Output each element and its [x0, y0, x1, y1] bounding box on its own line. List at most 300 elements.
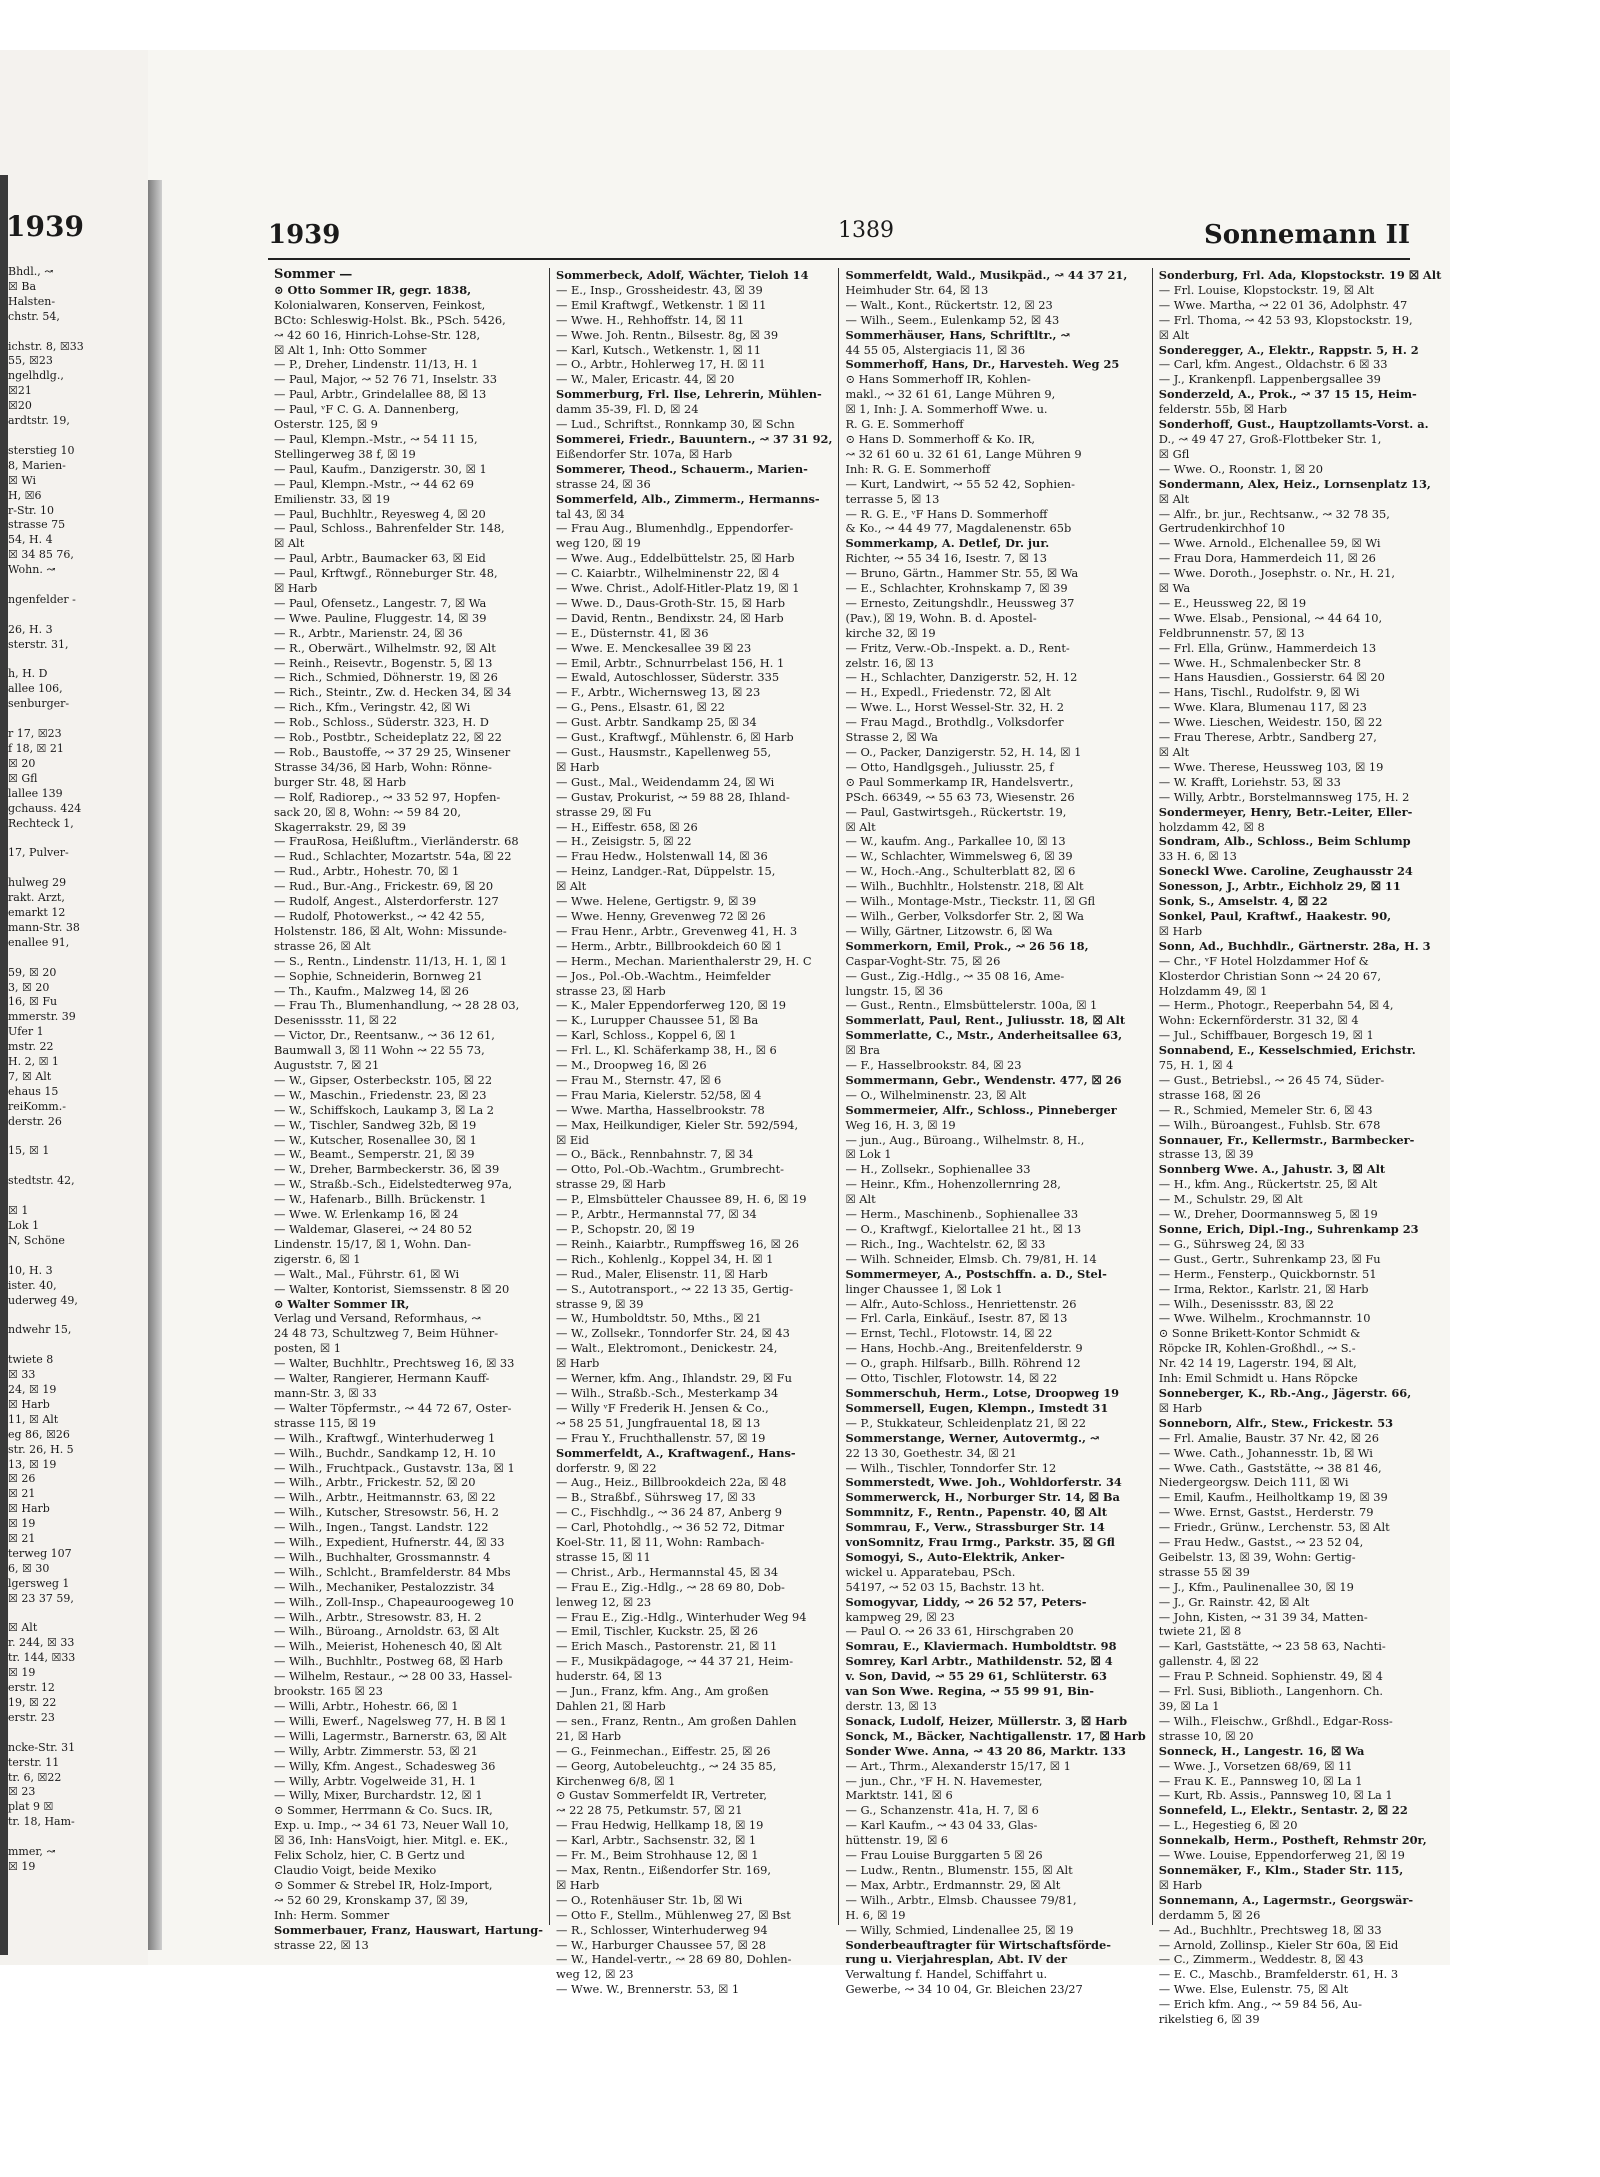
fragment-line: 17, Pulver-: [8, 846, 69, 860]
directory-entry: Geibelstr. 13, ☒ 39, Wohn: Gertig-: [1158, 1549, 1356, 1564]
directory-entry: — Lud., Schriftst., Ronnkamp 30, ☒ Schn: [555, 417, 795, 432]
directory-entry: Sonck, M., Bäcker, Nachtigallenstr. 17, ☒ Harb: [845, 1728, 1146, 1743]
directory-entry: Inh: R. G. E. Sommerhoff: [845, 461, 991, 476]
fragment-line: ☒ 20: [8, 756, 36, 770]
directory-entry: D., ↝ 49 47 27, Groß-Flottbeker Str. 1,: [1158, 431, 1382, 446]
directory-entry: — W., Harburger Chaussee 57, ☒ 28: [555, 1937, 766, 1952]
directory-entry: — Frau Therese, Arbtr., Sandberg 27,: [1158, 730, 1377, 745]
directory-entry: Sonnauer, Fr., Kellermstr., Barmbecker-: [1158, 1132, 1415, 1147]
directory-entry: Sonnemäker, F., Klm., Stader Str. 115,: [1158, 1862, 1404, 1877]
directory-entry: tal 43, ☒ 34: [555, 506, 625, 521]
directory-entry: wickel u. Apparatebau, PSch.: [845, 1564, 1016, 1579]
fragment-line: r-Str. 10: [8, 503, 54, 517]
directory-entry: — Gust., Mal., Weidendamm 24, ☒ Wi: [555, 774, 775, 789]
page-number: 1389: [838, 218, 894, 243]
directory-entry: — Wwe. Therese, Heussweg 103, ☒ 19: [1158, 759, 1384, 774]
fragment-line: ☒ Wi: [8, 473, 36, 487]
directory-entry: — Frau P. Schneid. Sophienstr. 49, ☒ 4: [1158, 1669, 1383, 1684]
directory-entry: ☒ 36, Inh: HansVoigt, hier. Mitgl. e. EK.,: [274, 1833, 509, 1848]
directory-entry: — Frau K. E., Pannsweg 10, ☒ La 1: [1158, 1773, 1363, 1788]
directory-entry: — K., Maler Eppendorferweg 120, ☒ 19: [555, 998, 786, 1013]
directory-entry: R. G. E. Sommerhoff: [845, 417, 964, 432]
directory-entry: — Wwe. Louise, Eppendorferweg 21, ☒ 19: [1158, 1848, 1405, 1863]
directory-entry: — Wilh. Schneider, Elmsb. Ch. 79/81, H. 14: [845, 1251, 1097, 1266]
fragment-line: ngenfelder -: [8, 592, 76, 606]
directory-entry: — Wilh., Meierist, Hohenesch 40, ☒ Alt: [274, 1639, 502, 1654]
directory-entry: — Emil, Tischler, Kuckstr. 25, ☒ 26: [555, 1624, 759, 1639]
directory-entry: — Wwe. Wilhelm., Krochmannstr. 10: [1158, 1311, 1371, 1326]
fragment-line: [8, 1130, 148, 1145]
directory-entry: — Frau Hedwig, Hellkamp 18, ☒ 19: [555, 1818, 764, 1833]
directory-entry: Sommerhoff, Hans, Dr., Harvesteh. Weg 25: [845, 357, 1120, 372]
directory-entry: — Walt., Kont., Rückertstr. 12, ☒ 23: [845, 297, 1053, 312]
facing-page-text: [8, 265, 148, 1875]
directory-entry: — Rob., Baustoffe, ↝ 37 29 25, Winsener: [274, 745, 511, 759]
directory-entry: Sommermann, Gebr., Wendenstr. 477, ☒ 26: [845, 1072, 1122, 1087]
directory-entry: Gewerbe, ↝ 34 10 04, Gr. Bleichen 23/27: [845, 1982, 1083, 1997]
fragment-line: [8, 1189, 148, 1204]
directory-entry: — S., Autotransport., ↝ 22 13 35, Gertig-: [555, 1281, 794, 1296]
directory-entry: Sommerfeld, Alb., Zimmerm., Hermanns-: [555, 491, 820, 506]
directory-entry: ⊙ Sommer & Strebel IR, Holz-Import,: [274, 1877, 493, 1892]
fragment-line: 3, ☒ 20: [8, 980, 50, 994]
directory-entry: — Herm., Maschinenb., Sophienallee 33: [845, 1207, 1079, 1222]
directory-entry: v. Son, David, ↝ 55 29 61, Schlüterstr. 63: [845, 1669, 1107, 1684]
directory-entry: — Kurt, Landwirt, ↝ 55 52 42, Sophien-: [845, 476, 1075, 491]
directory-entry: — Gust., Gertr., Suhrenkamp 23, ☒ Fu: [1158, 1251, 1381, 1266]
fragment-line: lallee 139: [8, 786, 63, 800]
directory-entry: — Rich., Ing., Wachtelstr. 62, ☒ 33: [845, 1236, 1046, 1251]
directory-entry: holzdamm 42, ☒ 8: [1158, 819, 1265, 834]
fragment-line: ☒ Gfl: [8, 771, 38, 785]
directory-entry: Sonderbeauftragter für Wirtschaftsförde-: [845, 1937, 1111, 1952]
directory-entry: strasse 15, ☒ 11: [555, 1549, 651, 1564]
directory-entry: — Willy, Arbtr. Vogelweide 31, H. 1: [274, 1773, 477, 1788]
directory-entry: — W., Hoch.-Ang., Schulterblatt 82, ☒ 6: [845, 864, 1076, 879]
directory-entry: — H., Eiffestr. 658, ☒ 26: [555, 819, 698, 834]
directory-entry: Sondermann, Alex, Heiz., Lornsenplatz 13,: [1158, 476, 1431, 491]
directory-entry: — Wilh., Fleischw., Grßhdl., Edgar-Ross-: [1158, 1713, 1393, 1728]
directory-entry: — Emil, Kaufm., Heilholtkamp 19, ☒ 39: [1158, 1490, 1388, 1505]
directory-entry: — Willy, Schmied, Lindenallee 25, ☒ 19: [845, 1922, 1074, 1937]
directory-entry: — FrauRosa, Heißluftm., Vierländerstr. 68: [274, 834, 519, 849]
directory-entry: — Wilh., Fruchtpack., Gustavstr. 13a, ☒ 1: [274, 1460, 515, 1475]
directory-entry: — Wwe. Klara, Blumenau 117, ☒ 23: [1158, 700, 1367, 715]
directory-entry: — C., Fischhdlg., ↝ 36 24 87, Anberg 9: [555, 1505, 783, 1520]
directory-entry: Sonnekalb, Herm., Postheft, Rehmstr 20r,: [1158, 1833, 1427, 1848]
directory-entry: — Rudolf, Angest., Alsterdorferstr. 127: [274, 894, 499, 909]
running-title: Sonnemann II: [1203, 220, 1410, 250]
directory-entry: Sommerstange, Werner, Autovermtg., ↝: [845, 1430, 1100, 1445]
directory-entry: — Paul, ᵛF C. G. A. Dannenberg,: [274, 402, 459, 417]
directory-entry: — S., Rentn., Lindenstr. 11/13, H. 1, ☒ 1: [274, 953, 508, 968]
directory-entry: — E., Düsternstr. 41, ☒ 36: [555, 625, 709, 640]
fragment-line: derstr. 26: [8, 1114, 62, 1128]
directory-entry: — P., Schopstr. 20, ☒ 19: [555, 1222, 695, 1236]
fragment-line: 26, H. 3: [8, 622, 53, 636]
directory-entry: — Karl Kaufm., ↝ 43 04 33, Glas-: [845, 1818, 1038, 1833]
directory-entry: — Alfr., Auto-Schloss., Henriettenstr. 26: [845, 1296, 1077, 1311]
directory-entry: — Frau M., Sternstr. 47, ☒ 6: [555, 1072, 722, 1087]
directory-entry: hüttenstr. 19, ☒ 6: [845, 1833, 949, 1848]
directory-entry: Sonn, Ad., Buchhdlr., Gärtnerstr. 28a, H. 3: [1158, 938, 1431, 953]
fragment-line: r 17, ☒23: [8, 727, 62, 741]
directory-entry: Richter, ↝ 55 34 16, Isestr. 7, ☒ 13: [845, 551, 1048, 566]
fragment-line: ☒ 23: [8, 1785, 36, 1799]
directory-entry: ☒ Alt: [1158, 327, 1190, 342]
directory-entry: — Georg, Autobeleuchtg., ↝ 24 35 85,: [555, 1758, 777, 1773]
directory-entry: Sonkel, Paul, Kraftwf., Haakestr. 90,: [1158, 908, 1392, 923]
directory-entry: Sondram, Alb., Schloss., Beim Schlump: [1158, 834, 1411, 849]
directory-entry: ☒ Alt: [555, 879, 587, 894]
fragment-line: ☒ 33: [8, 1368, 36, 1382]
directory-entry: — Paul, Klempn.-Mstr., ↝ 54 11 15,: [274, 431, 478, 446]
directory-entry: Sonnefeld, L., Elektr., Sentastr. 2, ☒ 22: [1158, 1803, 1408, 1818]
fragment-line: enallee 91,: [8, 935, 70, 949]
directory-entry: gallenstr. 4, ☒ 22: [1158, 1654, 1259, 1669]
directory-entry: — Wwe. Pauline, Fluggestr. 14, ☒ 39: [274, 610, 487, 625]
directory-entry: — Wilh., Buchhltr., Postweg 68, ☒ Harb: [274, 1654, 503, 1669]
directory-entry: Sonneck, H., Langestr. 16, ☒ Wa: [1158, 1743, 1365, 1758]
directory-entry: Sommerbeck, Adolf, Wächter, Tieloh 14: [555, 268, 809, 282]
directory-entry: — Willy, Kfm. Angest., Schadesweg 36: [274, 1758, 496, 1773]
directory-entry: — Rolf, Radiorep., ↝ 33 52 97, Hopfen-: [274, 789, 501, 804]
directory-entry: — Wilh., Expedient, Hufnerstr. 44, ☒ 33: [274, 1535, 505, 1550]
directory-entry: ⊙ Otto Sommer IR, gegr. 1838,: [274, 282, 472, 297]
directory-entry: Sommerhäuser, Hans, Schriftltr., ↝: [845, 327, 1071, 342]
directory-entry: — Wwe. Martha, Hasselbrookstr. 78: [555, 1102, 765, 1117]
fragment-line: terweg 107: [8, 1546, 72, 1560]
directory-entry: — Ewald, Autoschlosser, Süderstr. 335: [555, 670, 780, 685]
directory-entry: — Fr. M., Beim Strohhause 12, ☒ 1: [555, 1848, 759, 1863]
directory-entry: ☒ Wa: [1158, 581, 1191, 596]
directory-entry: — Rob., Schloss., Süderstr. 323, H. D: [274, 715, 489, 730]
directory-page: [148, 50, 1450, 2027]
directory-entry: — Herm., Arbtr., Billbrookdeich 60 ☒ 1: [555, 938, 783, 953]
directory-entry: Sonder Wwe. Anna, ↝ 43 20 86, Marktr. 133: [845, 1743, 1126, 1758]
directory-entry: — jun., Aug., Büroang., Wilhelmstr. 8, H.,: [845, 1132, 1085, 1147]
directory-entry: strasse 26, ☒ Alt: [274, 938, 371, 953]
directory-entry: Sonk, S., Amselstr. 4, ☒ 22: [1158, 894, 1328, 909]
directory-entry: — H., Expedl., Friedenstr. 72, ☒ Alt: [845, 685, 1051, 700]
fragment-line: [8, 1726, 148, 1741]
directory-entry: makl., ↝ 32 61 61, Lange Mühren 9,: [845, 387, 1056, 402]
directory-entry: Somrau, E., Klaviermach. Humboldtstr. 98: [845, 1639, 1117, 1654]
fragment-line: [8, 608, 148, 623]
directory-entry: — Wwe. H., Schmalenbecker Str. 8: [1158, 655, 1362, 670]
directory-entry: derdamm 5, ☒ 26: [1158, 1907, 1261, 1922]
directory-entry: — R., Schlosser, Winterhuderweg 94: [555, 1922, 768, 1937]
fragment-line: tr. 18, Ham-: [8, 1815, 75, 1829]
fragment-line: ☒ 23 37 59,: [8, 1591, 74, 1605]
fragment-line: rakt. Arzt,: [8, 891, 65, 905]
fragment-line: 10, H. 3: [8, 1263, 53, 1277]
directory-entry: — Wwe. H., Rehhoffstr. 14, ☒ 11: [555, 312, 745, 327]
directory-entry: — Heinr., Kfm., Hohenzollernring 28,: [845, 1177, 1061, 1192]
directory-entry: — Wilh., Buchdr., Sandkamp 12, H. 10: [274, 1445, 496, 1460]
directory-entry: — Reinh., Reisevtr., Bogenstr. 5, ☒ 13: [274, 655, 493, 670]
directory-entry: — Chr., ᵛF Hotel Holzdammer Hof &: [1158, 953, 1369, 968]
fragment-line: senburger-: [8, 697, 70, 711]
fragment-line: 8, Marien-: [8, 458, 66, 472]
column-3: [839, 268, 1152, 1997]
directory-entry: Marktstr. 141, ☒ 6: [845, 1788, 953, 1803]
directory-entry: — W., Zollsekr., Tonndorfer Str. 24, ☒ 43: [555, 1326, 790, 1341]
fragment-line: [8, 1607, 148, 1622]
fragment-line: Bhdl., ↝: [8, 265, 54, 278]
directory-entry: — Hans, Hochb.-Ang., Breitenfelderstr. 9: [845, 1341, 1083, 1356]
directory-entry: — Willi, Ewerf., Nagelsweg 77, H. B ☒ 1: [274, 1713, 507, 1728]
directory-entry: — Willy, Arbtr., Borstelmannsweg 175, H. 2: [1158, 789, 1410, 804]
directory-entry: Holstenstr. 186, ☒ Alt, Wohn: Missunde-: [274, 923, 507, 938]
directory-entry: — Wilh., Ingen., Tangst. Landstr. 122: [274, 1520, 489, 1535]
directory-entry: — Wwe. Arnold., Elchenallee 59, ☒ Wi: [1158, 536, 1381, 551]
directory-entry: — Walter, Buchhltr., Prechtsweg 16, ☒ 33: [274, 1356, 515, 1371]
directory-entry: — Wilh., Arbtr., Elmsb. Chaussee 79/81,: [845, 1892, 1077, 1907]
directory-entry: rung u. Vierjahresplan, Abt. IV der: [845, 1952, 1068, 1967]
directory-entry: Sonderhoff, Gust., Hauptzollamts-Vorst. a.: [1158, 417, 1429, 432]
directory-entry: — Wilh., Arbtr., Stresowstr. 83, H. 2: [274, 1609, 482, 1624]
fragment-line: sterstr. 31,: [8, 637, 69, 651]
fragment-line: ☒ Alt: [8, 1621, 38, 1635]
directory-entry: ☒ Harb: [555, 759, 600, 774]
directory-entry: Eißendorfer Str. 107a, ☒ Harb: [555, 446, 733, 461]
directory-entry: Wohn: Eckernförderstr. 31 32, ☒ 4: [1158, 1013, 1359, 1028]
directory-entry: — W. Krafft, Loriehstr. 53, ☒ 33: [1158, 774, 1341, 789]
directory-entry: — K., Lurupper Chaussee 51, ☒ Ba: [555, 1013, 759, 1028]
directory-entry: — Walt., Mal., Führstr. 61, ☒ Wi: [274, 1266, 460, 1281]
directory-entry: dorferstr. 9, ☒ 22: [555, 1460, 657, 1475]
directory-entry: ⊙ Hans D. Sommerhoff & Ko. IR,: [845, 431, 1036, 446]
directory-entry: Holzdamm 49, ☒ 1: [1158, 983, 1268, 998]
directory-entry: — Frau Dora, Hammerdeich 11, ☒ 26: [1158, 551, 1376, 566]
directory-entry: ⊙ Paul Sommerkamp IR, Handelsvertr.,: [845, 774, 1074, 789]
directory-entry: — Gust., Rentn., Elmsbüttelerstr. 100a, ☒ 1: [845, 998, 1098, 1013]
directory-entry: burger Str. 48, ☒ Harb: [274, 774, 407, 789]
directory-entry: — Frau Maria, Kielerstr. 52/58, ☒ 4: [555, 1087, 762, 1102]
directory-entry: derstr. 13, ☒ 13: [845, 1699, 937, 1713]
fragment-line: stedtstr. 42,: [8, 1174, 75, 1188]
directory-entry: Sonack, Ludolf, Heizer, Müllerstr. 3, ☒ Harb: [845, 1713, 1128, 1728]
directory-entry: — Paul, Major, ↝ 52 76 71, Inselstr. 33: [274, 372, 497, 387]
directory-entry: — Rud., Bur.-Ang., Frickestr. 69, ☒ 20: [274, 879, 494, 894]
directory-entry: — Frau Louise Burggarten 5 ☒ 26: [845, 1848, 1043, 1863]
directory-entry: Sommersell, Eugen, Klempn., Imstedt 31: [845, 1400, 1109, 1415]
directory-entry: — M., Droopweg 16, ☒ 26: [555, 1058, 707, 1073]
directory-entry: Sommer —: [274, 267, 353, 282]
directory-entry: ☒ Alt: [1158, 745, 1190, 759]
directory-entry: — Irma, Rektor., Karlstr. 21, ☒ Harb: [1158, 1281, 1369, 1296]
fragment-line: ☒ 34 85 76,: [8, 548, 74, 562]
directory-entry: strasse 115, ☒ 19: [274, 1415, 377, 1430]
directory-entry: ☒ Harb: [1158, 1877, 1203, 1892]
directory-entry: Somogyvar, Liddy, ↝ 26 52 57, Peters-: [845, 1594, 1087, 1609]
directory-entry: ⊙ Sonne Brikett-Kontor Schmidt &: [1158, 1326, 1361, 1341]
directory-entry: — Gust. Arbtr. Sandkamp 25, ☒ 34: [555, 715, 757, 730]
directory-entry: Claudio Voigt, beide Mexiko: [274, 1862, 437, 1877]
directory-entry: BCto: Schleswig-Holst. Bk., PSch. 5426,: [274, 312, 506, 327]
directory-entry: — Rud., Arbtr., Hohestr. 70, ☒ 1: [274, 864, 460, 879]
directory-entry: PSch. 66349, ↝ 55 63 73, Wiesenstr. 26: [845, 789, 1075, 804]
fragment-line: hulweg 29: [8, 876, 67, 890]
fragment-line: allee 106,: [8, 682, 63, 696]
directory-entry: H. 6, ☒ 19: [845, 1907, 906, 1922]
directory-entry: — Willi, Arbtr., Hohestr. 66, ☒ 1: [274, 1699, 459, 1713]
directory-entry: ☒ Alt: [845, 819, 876, 834]
fragment-line: ncke-Str. 31: [8, 1740, 76, 1754]
directory-entry: — Wilh., Montage-Mstr., Tieckstr. 11, ☒ Gfl: [845, 894, 1096, 909]
directory-entry: — P., Arbtr., Hermannstal 77, ☒ 34: [555, 1207, 757, 1222]
directory-entry: — Fritz, Verw.-Ob.-Inspekt. a. D., Rent-: [845, 640, 1070, 655]
directory-entry: — W., Maschin., Friedenstr. 23, ☒ 23: [274, 1087, 487, 1102]
directory-entry: — Rich., Steintr., Zw. d. Hecken 34, ☒ 34: [274, 685, 512, 700]
fragment-line: 59, ☒ 20: [8, 965, 57, 979]
fragment-line: 16, ☒ Fu: [8, 995, 58, 1009]
fragment-line: ☒21: [8, 384, 32, 398]
directory-entry: — C., Zimmerm., Weddestr. 8, ☒ 43: [1158, 1952, 1364, 1967]
fragment-line: mann-Str. 38: [8, 920, 80, 934]
directory-entry: — Wilh., Straßb.-Sch., Mesterkamp 34: [555, 1385, 779, 1400]
directory-entry: ☒ 1, Inh: J. A. Sommerhoff Wwe. u.: [845, 402, 1048, 417]
fragment-line: [8, 951, 148, 966]
directory-entry: — Karl, Schloss., Koppel 6, ☒ 1: [555, 1028, 737, 1043]
directory-entry: — E. C., Maschb., Bramfelderstr. 61, H. 3: [1158, 1967, 1399, 1982]
directory-entry: Sonesson, J., Arbtr., Eichholz 29, ☒ 11: [1158, 879, 1401, 894]
directory-entry: ☒ Gfl: [1158, 446, 1190, 461]
directory-entry: — Wwe. Christ., Adolf-Hitler-Platz 19, ☒ 1: [555, 581, 800, 596]
directory-entry: — Wilh., Buchhltr., Holstenstr. 218, ☒ Alt: [845, 879, 1084, 894]
directory-entry: — Victor, Dr., Reentsanw., ↝ 36 12 61,: [274, 1028, 495, 1043]
directory-entry: — E., Heussweg 22, ☒ 19: [1158, 595, 1307, 610]
fragment-line: Halsten-: [8, 294, 56, 308]
directory-entry: — Friedr., Grünw., Lerchenstr. 53, ☒ Alt: [1158, 1520, 1390, 1535]
directory-entry: — J., Kfm., Paulinenallee 30, ☒ 19: [1158, 1579, 1354, 1594]
directory-entry: — Wilh., Desenissstr. 83, ☒ 22: [1158, 1296, 1334, 1311]
directory-entry: — Wwe. L., Horst Wessel-Str. 32, H. 2: [845, 700, 1065, 715]
directory-entry: — Walter, Kontorist, Siemssenstr. 8 ☒ 20: [274, 1281, 510, 1296]
directory-entry: — W., Dreher, Doormannsweg 5, ☒ 19: [1158, 1207, 1378, 1222]
fragment-line: Lok 1: [8, 1219, 40, 1232]
directory-entry: — Frau Hedw., Gastst., ↝ 23 52 04,: [1158, 1535, 1364, 1550]
directory-entry: — Frau Hedw., Holstenwall 14, ☒ 36: [555, 849, 768, 864]
directory-entry: Feldbrunnenstr. 57, ☒ 13: [1158, 625, 1305, 640]
directory-entry: Sondermeyer, Henry, Betr.-Leiter, Eller-: [1158, 804, 1413, 819]
fragment-line: 24, ☒ 19: [8, 1382, 57, 1396]
directory-entry: ☒ Harb: [555, 1356, 600, 1371]
directory-entry: — Wwe. Martha, ↝ 22 01 36, Adolphstr. 47: [1158, 297, 1408, 312]
fragment-line: N, Schöne: [8, 1233, 65, 1247]
fragment-line: ndwehr 15,: [8, 1323, 72, 1337]
directory-entry: Kolonialwaren, Konserven, Feinkost,: [274, 297, 486, 312]
directory-entry: ☒ Harb: [1158, 1400, 1203, 1415]
directory-entry: — Reinh., Kaiarbtr., Rumpffsweg 16, ☒ 26: [555, 1236, 800, 1251]
directory-entry: — Wwe. O., Roonstr. 1, ☒ 20: [1158, 461, 1324, 476]
directory-entry: — Frau Magd., Brothdlg., Volksdorfer: [845, 715, 1064, 730]
directory-entry: posten, ☒ 1: [274, 1341, 341, 1356]
directory-entry: — Paul, Klempn.-Mstr., ↝ 44 62 69: [274, 476, 474, 491]
directory-entry: lungstr. 15, ☒ 36: [845, 983, 943, 998]
directory-entry: — J., Gr. Rainstr. 42, ☒ Alt: [1158, 1594, 1310, 1609]
directory-entry: Sommermeier, Alfr., Schloss., Pinneberger: [845, 1102, 1117, 1117]
directory-entry: — Ernst, Techl., Flotowstr. 14, ☒ 22: [845, 1326, 1053, 1341]
directory-entry: ↝ 22 28 75, Petkumstr. 57, ☒ 21: [555, 1803, 743, 1818]
directory-entry: Koel-Str. 11, ☒ 11, Wohn: Rambach-: [555, 1535, 765, 1550]
directory-entry: — G., Sührsweg 24, ☒ 33: [1158, 1236, 1305, 1251]
directory-entry: 21, ☒ Harb: [555, 1728, 622, 1743]
directory-entry: — H., Zollsekr., Sophienallee 33: [845, 1162, 1031, 1177]
directory-entry: ☒ Alt 1, Inh: Otto Sommer: [274, 342, 427, 357]
directory-entry: vonSomnitz, Frau Irmg., Parkstr. 35, ☒ Gfl: [845, 1535, 1115, 1550]
page-gutter: [148, 180, 162, 1950]
directory-entry: — Wwe. Ernst, Gastst., Herderstr. 79: [1158, 1505, 1374, 1520]
directory-entry: — W., Handel-vertr., ↝ 28 69 80, Dohlen-: [555, 1952, 792, 1967]
directory-entry: — Gust., Zig.-Hdlg., ↝ 35 08 16, Ame-: [845, 968, 1065, 983]
directory-entry: strasse 22, ☒ 13: [274, 1937, 369, 1952]
fragment-line: ☒ 21: [8, 1487, 36, 1501]
directory-entry: — Willy, Mixer, Burchardstr. 12, ☒ 1: [274, 1788, 483, 1803]
directory-entry: — Max, Arbtr., Erdmannstr. 29, ☒ Alt: [845, 1877, 1061, 1892]
directory-entry: — O., graph. Hilfsarb., Billh. Röhrend 12: [845, 1356, 1081, 1371]
directory-entry: — Paul, Buchhltr., Reyesweg 4, ☒ 20: [274, 506, 486, 521]
directory-entry: — Th., Kaufm., Malzweg 14, ☒ 26: [274, 983, 469, 998]
directory-entry: ☒ Bra: [845, 1043, 880, 1058]
directory-entry: ⊙ Sommer, Herrmann & Co. Sucs. IR,: [274, 1803, 493, 1818]
directory-entry: Sommerwerck, H., Norburger Str. 14, ☒ Ba: [845, 1490, 1120, 1505]
fragment-line: [8, 325, 148, 340]
directory-entry: 44 55 05, Alstergiacis 11, ☒ 36: [845, 342, 1026, 357]
directory-entry: ⊙ Hans Sommerhoff IR, Kohlen-: [845, 372, 1031, 387]
directory-entry: — Frl. Carla, Einkäuf., Isestr. 87, ☒ 13: [845, 1311, 1068, 1326]
directory-entry: — Emil Kraftwgf., Wetkenstr. 1 ☒ 11: [555, 297, 767, 312]
directory-entry: — W., Beamt., Semperstr. 21, ☒ 39: [274, 1147, 475, 1162]
directory-entry: — sen., Franz, Rentn., Am großen Dahlen: [555, 1713, 797, 1728]
directory-entry: — Wwe. Helene, Gertigstr. 9, ☒ 39: [555, 894, 757, 909]
directory-entry: Sonne, Erich, Dipl.-Ing., Suhrenkamp 23: [1158, 1222, 1419, 1236]
directory-entry: — Rud., Maler, Elisenstr. 11, ☒ Harb: [555, 1266, 768, 1281]
directory-entry: — Wwe. Cath., Gaststätte, ↝ 38 81 46,: [1158, 1460, 1382, 1475]
directory-entry: — Rich., Schmied, Döhnerstr. 19, ☒ 26: [274, 670, 498, 685]
binding-shadow: [0, 175, 8, 1955]
fragment-line: [8, 578, 148, 593]
directory-entry: — Christ., Arb., Hermannstal 45, ☒ 34: [555, 1564, 779, 1579]
directory-entry: — Erich kfm. Ang., ↝ 59 84 56, Au-: [1158, 1997, 1362, 2012]
directory-entry: — Karl, Gaststätte, ↝ 23 58 63, Nachti-: [1158, 1639, 1386, 1654]
directory-entry: — Rob., Postbtr., Scheideplatz 22, ☒ 22: [274, 730, 502, 745]
directory-entry: strasse 10, ☒ 20: [1158, 1728, 1254, 1743]
page-year: 1939: [268, 220, 341, 250]
directory-entry: — W., Hafenarb., Billh. Brückenstr. 1: [274, 1192, 487, 1207]
fragment-line: ☒ Harb: [8, 1397, 50, 1411]
directory-columns: [268, 267, 1442, 2027]
directory-entry: — Otto, Tischler, Flotowstr. 14, ☒ 22: [845, 1371, 1058, 1386]
fragment-line: mstr. 22: [8, 1040, 54, 1054]
fragment-line: eg 86, ☒26: [8, 1427, 70, 1441]
directory-entry: — Wilh., Gerber, Volksdorfer Str. 2, ☒ Wa: [845, 908, 1084, 923]
directory-entry: — Wwe. E. Menckesallee 39 ☒ 23: [555, 640, 752, 655]
directory-entry: — O., Packer, Danzigerstr. 52, H. 14, ☒ 1: [845, 745, 1082, 759]
directory-entry: Emilienstr. 33, ☒ 19: [274, 491, 391, 506]
fragment-line: tr. 6, ☒22: [8, 1770, 62, 1784]
directory-entry: ⊙ Walter Sommer IR,: [274, 1296, 410, 1311]
fragment-line: ichstr. 8, ☒33: [8, 339, 84, 353]
directory-entry: — P., Stukkateur, Schleidenplatz 21, ☒ 22: [845, 1415, 1086, 1430]
directory-entry: — R., Oberwärt., Wilhelmstr. 92, ☒ Alt: [274, 640, 496, 655]
directory-entry: strasse 29, ☒ Fu: [555, 804, 652, 819]
directory-entry: — Herm., Mechan. Marienthalerstr 29, H. C: [555, 953, 812, 968]
directory-entry: Sommerstedt, Wwe. Joh., Wohldorferstr. 34: [845, 1475, 1122, 1490]
fragment-line: ☒ Ba: [8, 279, 36, 293]
directory-entry: — F., Musikpädagoge, ↝ 44 37 21, Heim-: [555, 1654, 794, 1669]
